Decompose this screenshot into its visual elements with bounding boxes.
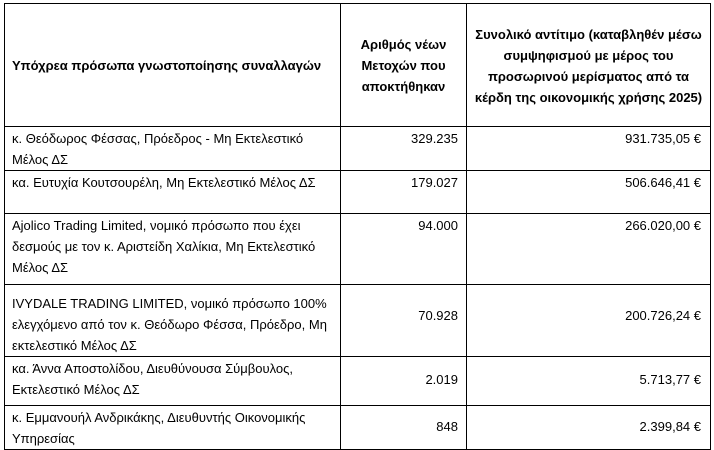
amount-cell: 2.399,84 € [467,406,711,450]
person-cell: κ. Θεόδωρος Φέσσας, Πρόεδρος - Μη Εκτελεστικό Μέλος ΔΣ [5,127,341,171]
table-row [5,214,711,285]
amount-cell: 931.735,05 € [467,127,711,171]
person-cell: Ajolico Trading Limited, νομικό πρόσωπο που έχει δεσμούς με τον κ. Αριστείδη Χαλίκια, Μη Εκτελεστικό Μέλος ΔΣ [5,214,341,285]
table-row [5,357,711,406]
transactions-table [4,3,711,450]
person-cell: κα. Ευτυχία Κουτσουρέλη, Μη Εκτελεστικό Μέλος ΔΣ [5,171,341,214]
shares-cell: 2.019 [341,357,467,406]
amount-cell: 506.646,41 € [467,171,711,214]
table-row [5,285,711,357]
amount-cell: 266.020,00 € [467,214,711,285]
header-amount: Συνολικό αντίτιμο (καταβληθέν μέσω συμψηφισμού με μέρος του προσωρινού μερίσματος από τα κέρδη της οικονομικής χρήσης 2025) [467,4,711,127]
amount-cell: 200.726,24 € [467,285,711,357]
table-row [5,171,711,214]
person-cell: κα. Άννα Αποστολίδου, Διευθύνουσα Σύμβουλος, Εκτελεστικό Μέλος ΔΣ [5,357,341,406]
shares-cell: 848 [341,406,467,450]
shares-cell: 329.235 [341,127,467,171]
header-shares: Αριθμός νέων Μετοχών που αποκτήθηκαν [341,4,467,127]
table-row [5,127,711,171]
header-person: Υπόχρεα πρόσωπα γνωστοποίησης συναλλαγών [5,4,341,127]
table-row [5,406,711,450]
amount-cell: 5.713,77 € [467,357,711,406]
shares-cell: 70.928 [341,285,467,357]
shares-cell: 94.000 [341,214,467,285]
person-cell: IVYDALE TRADING LIMITED, νομικό πρόσωπο 100% ελεγχόμενο από τον κ. Θεόδωρο Φέσσα, Πρόεδρο, Μη εκτελεστικό Μέλος ΔΣ [5,285,341,357]
person-cell: κ. Εμμανουήλ Ανδρικάκης, Διευθυντής Οικονομικής Υπηρεσίας [5,406,341,450]
shares-cell: 179.027 [341,171,467,214]
table-header-row [5,4,711,127]
